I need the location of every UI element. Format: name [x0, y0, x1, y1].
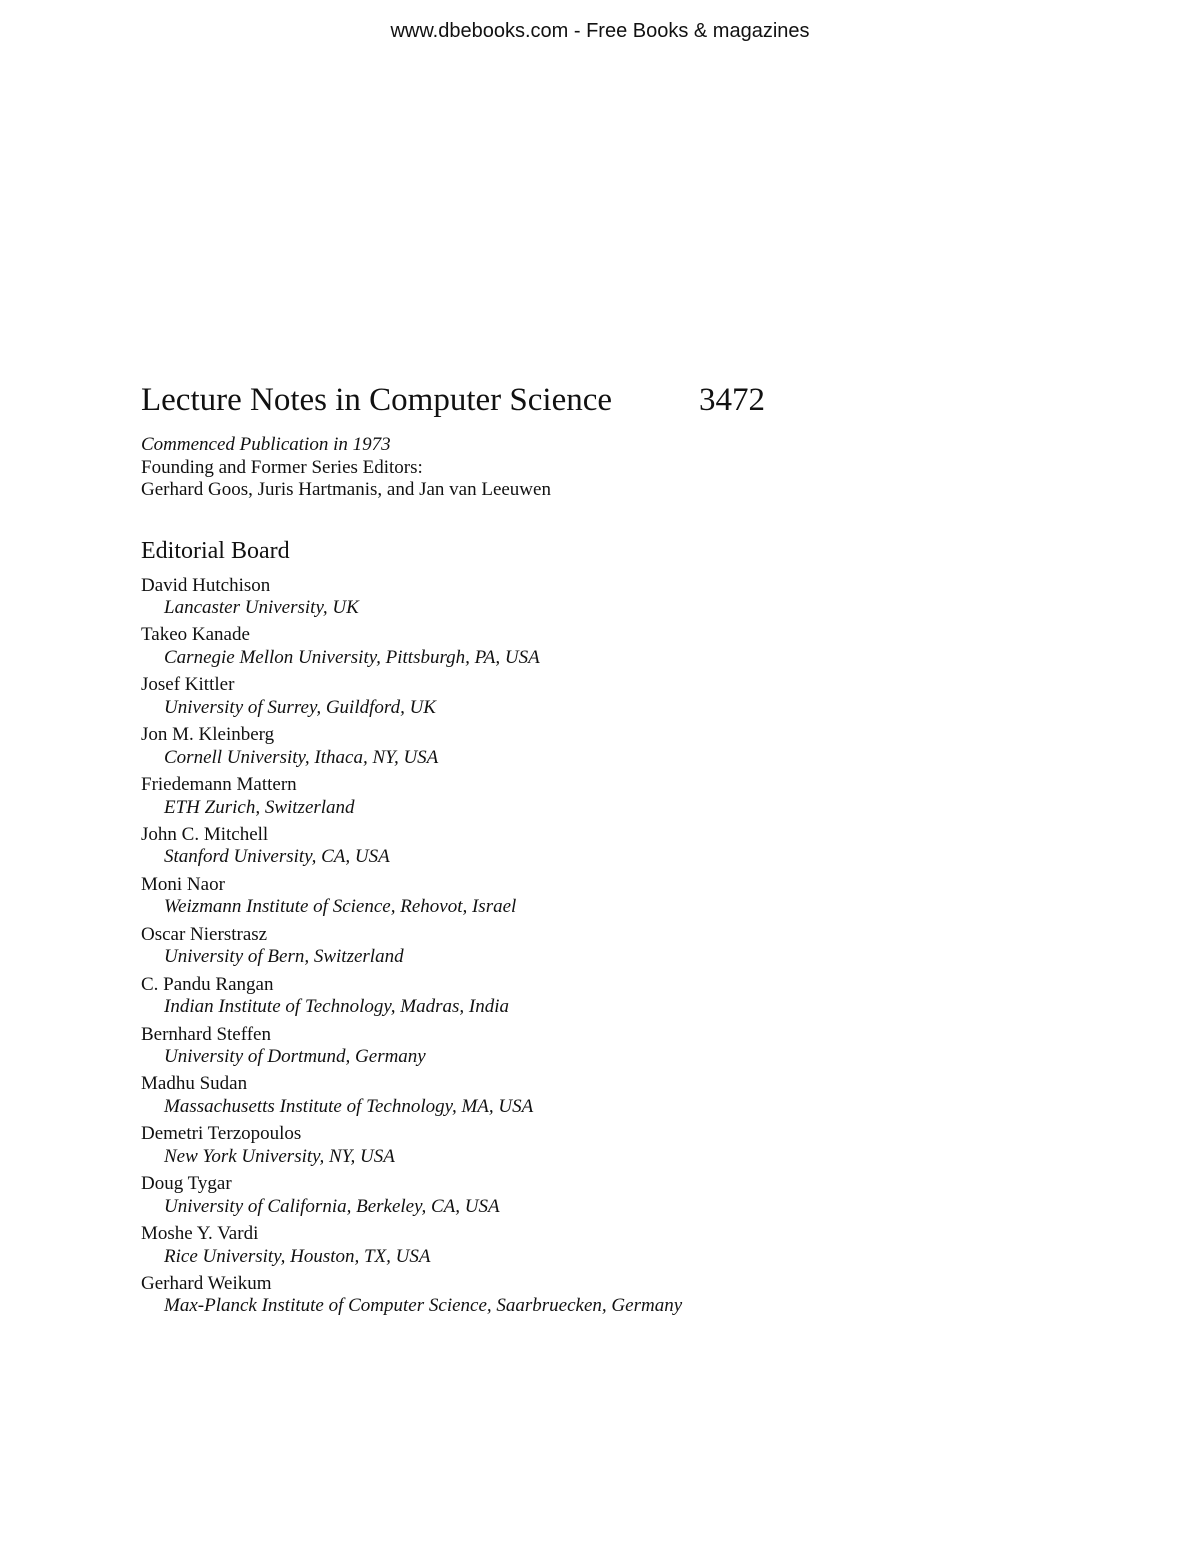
editorial-board-list	[141, 575, 1041, 1318]
founding-editors-label: Founding and Former Series Editors:	[141, 456, 423, 478]
member-affiliation: Cornell University, Ithaca, NY, USA	[164, 746, 439, 768]
member-affiliation: Max-Planck Institute of Computer Science, Saarbruecken, Germany	[164, 1295, 683, 1317]
member-affiliation: University of Bern, Switzerland	[164, 946, 404, 968]
board-member	[141, 1223, 1041, 1268]
member-affiliation: Carnegie Mellon University, Pittsburgh, PA, USA	[164, 646, 540, 668]
board-member	[141, 724, 1041, 769]
board-member	[141, 624, 1041, 669]
watermark-header: www.dbebooks.com - Free Books & magazines	[390, 20, 810, 42]
member-name: Moni Naor	[141, 873, 225, 895]
board-member	[141, 1123, 1041, 1168]
member-name: Gerhard Weikum	[141, 1272, 272, 1294]
member-name: John C. Mitchell	[141, 823, 269, 845]
member-affiliation: Stanford University, CA, USA	[164, 846, 390, 868]
board-member	[141, 1073, 1041, 1118]
member-name: Josef Kittler	[141, 674, 235, 696]
member-affiliation: Indian Institute of Technology, Madras, India	[164, 996, 509, 1018]
board-member	[141, 924, 1041, 969]
member-name: Bernhard Steffen	[141, 1023, 271, 1045]
member-affiliation: Rice University, Houston, TX, USA	[164, 1245, 431, 1267]
member-name: Oscar Nierstrasz	[141, 923, 268, 945]
board-member	[141, 824, 1041, 869]
editorial-board-heading: Editorial Board	[141, 537, 290, 564]
series-page	[141, 380, 1041, 1323]
member-name: Jon M. Kleinberg	[141, 724, 275, 746]
member-affiliation: University of Surrey, Guildford, UK	[164, 696, 436, 718]
member-affiliation: Weizmann Institute of Science, Rehovot, Israel	[164, 896, 517, 918]
member-name: Moshe Y. Vardi	[141, 1223, 259, 1245]
board-member	[141, 774, 1041, 819]
board-member	[141, 874, 1041, 919]
board-member	[141, 1024, 1041, 1069]
member-name: Friedemann Mattern	[141, 774, 297, 796]
board-member	[141, 575, 1041, 620]
member-name: C. Pandu Rangan	[141, 973, 274, 995]
member-affiliation: ETH Zurich, Switzerland	[164, 796, 355, 818]
member-affiliation: University of Dortmund, Germany	[164, 1046, 426, 1068]
series-heading	[141, 380, 1041, 420]
board-member	[141, 674, 1041, 719]
member-name: Madhu Sudan	[141, 1073, 248, 1095]
member-name: Takeo Kanade	[141, 624, 250, 646]
member-affiliation: University of California, Berkeley, CA, USA	[164, 1195, 500, 1217]
series-title: Lecture Notes in Computer Science	[141, 382, 613, 418]
member-affiliation: Massachusetts Institute of Technology, MA, USA	[164, 1095, 534, 1117]
commenced-publication: Commenced Publication in 1973	[141, 434, 391, 455]
board-member	[141, 974, 1041, 1019]
volume-number: 3472	[699, 382, 765, 418]
member-name: David Hutchison	[141, 574, 271, 596]
board-member	[141, 1173, 1041, 1218]
founding-editors-names: Gerhard Goos, Juris Hartmanis, and Jan van Leeuwen	[141, 479, 551, 500]
member-name: Demetri Terzopoulos	[141, 1123, 302, 1145]
member-name: Doug Tygar	[141, 1173, 232, 1195]
member-affiliation: New York University, NY, USA	[164, 1145, 395, 1167]
board-member	[141, 1273, 1041, 1318]
member-affiliation: Lancaster University, UK	[164, 597, 359, 618]
